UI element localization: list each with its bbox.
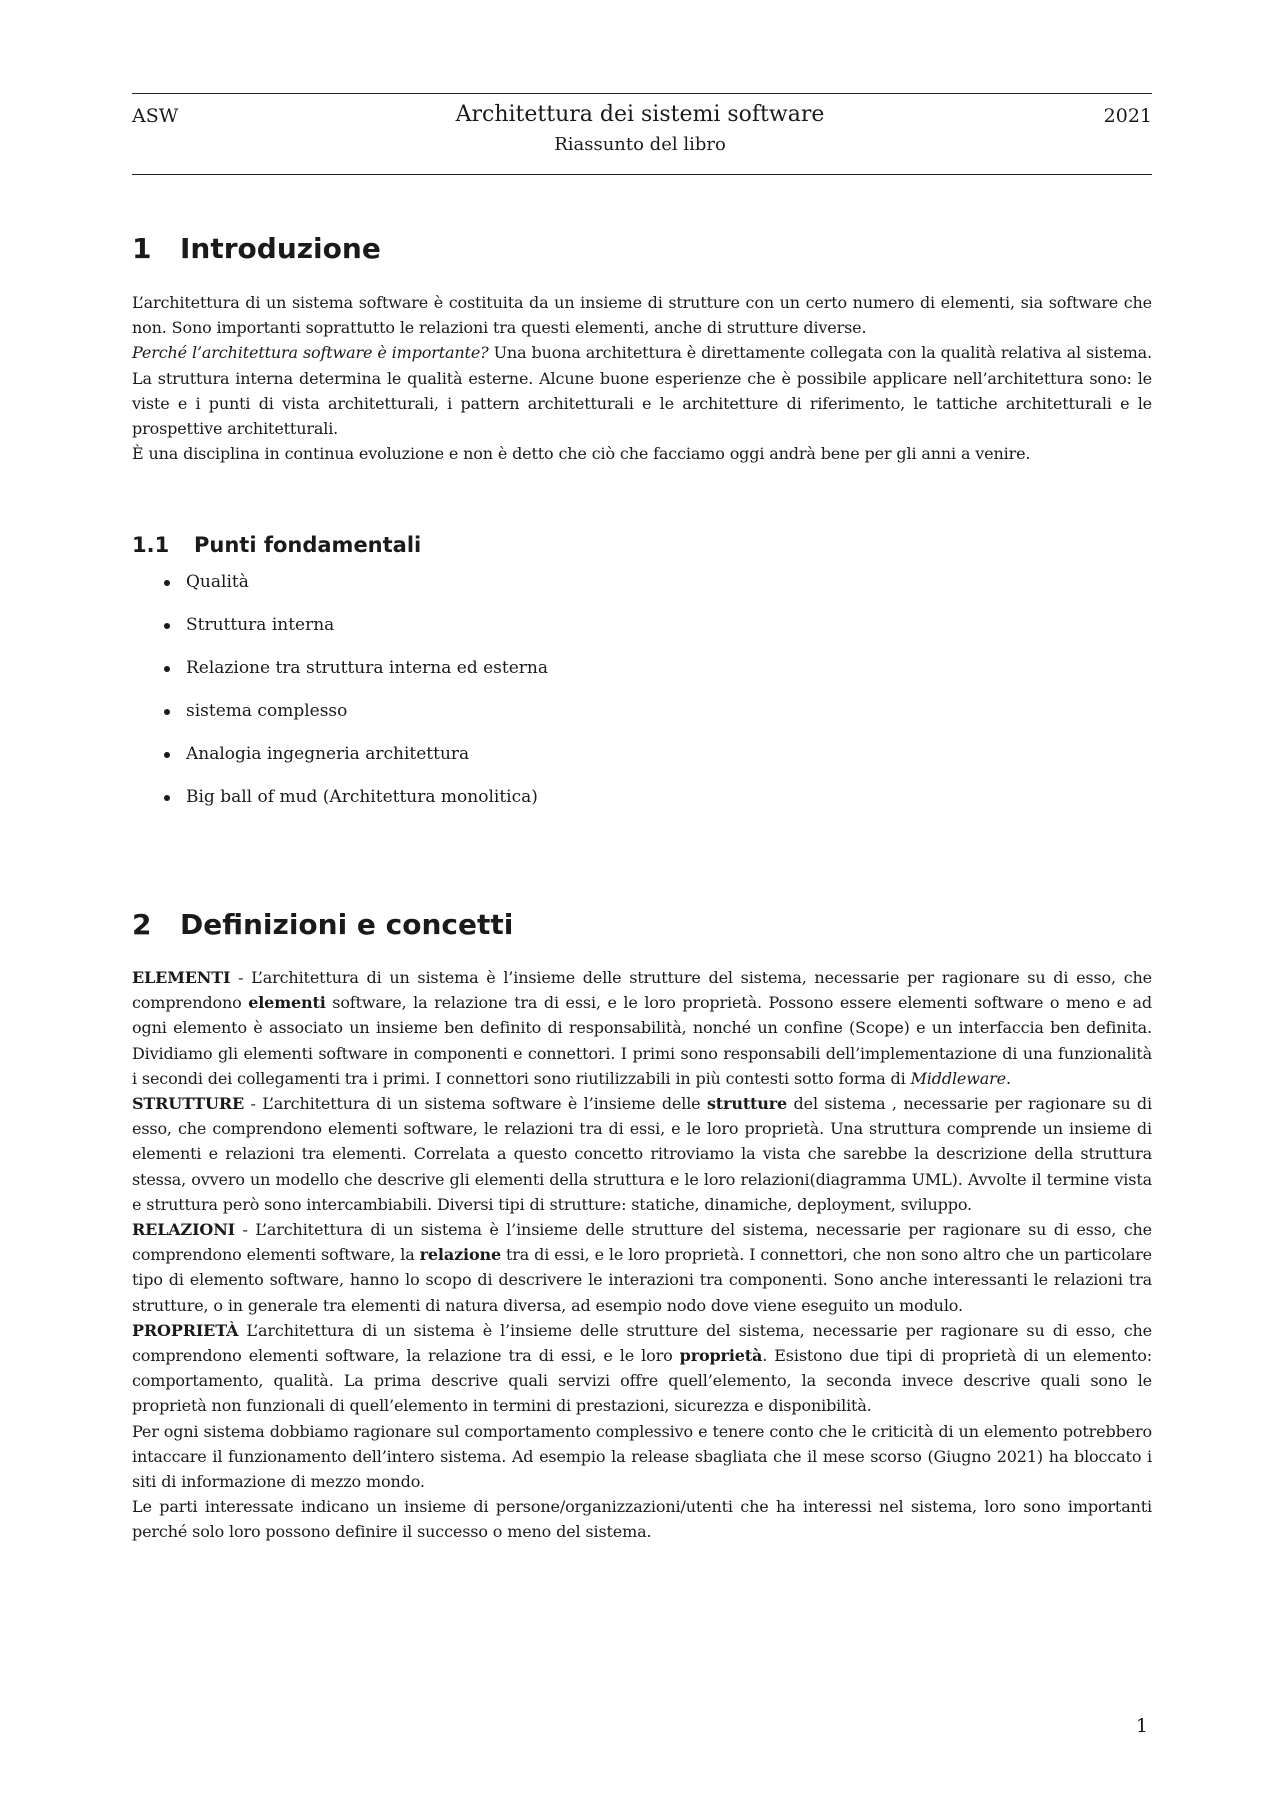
relazioni-text-1: - L’architettura di un sistema è l’insieme delle strutture del sistema, necessarie per ragionare su di esso, che comprendono elementi software, la <box>132 1220 1152 1265</box>
system-paragraph: Per ogni sistema dobbiamo ragionare sul comportamento complessivo e tenere conto che le criticità di un elemento potrebbero intaccare il funzionamento dell’intero sistema. Ad esempio la release sbagliata che il mese scorso (Giugno 2021) ha bloccato i siti di informazione di mezzo mondo. <box>132 1421 1152 1492</box>
proprieta-text-2: . Esistono due tipi di proprietà di un elemento: comportamento, qualità. La prima descrive quali servizi offre quell’elemento, la seconda invece descrive quali sono le proprietà non funzionali di quell’elemento in termini di prestazioni, sicurezza e disponibilità. <box>132 1346 1153 1416</box>
proprieta-emphasis: proprietà <box>679 1346 763 1366</box>
intro-answer: Una buona architettura è direttamente collegata con la qualità relativa al sistema. La struttura interna determina le qualità esterne. Alcune buone esperienze che è possibile applicare nell’architettura sono: le viste e i punti di vista architetturali, i pattern architetturali e le architetture di riferimento, le tattiche architetturali e le prospettive architetturali. <box>132 343 1152 439</box>
intro-evolution-text: È una disciplina in continua evoluzione e non è detto che ciò che facciamo oggi andrà bene per gli anni a venire. <box>132 444 1031 464</box>
term-strutture: STRUTTURE <box>132 1094 245 1114</box>
page-number: 1 <box>1135 1715 1148 1737</box>
relazioni-text-2: tra di essi, e le loro proprietà. I connettori, che non sono altro che un particolare tipo di elemento software, hanno lo scopo di descrivere le interazioni tra componenti. Sono anche interessanti le relazioni tra strutture, o in generale tra elementi di natura diversa, ad esempio nodo dove viene eseguito un modulo. <box>132 1245 1152 1315</box>
elementi-text-1: - L’architettura di un sistema è l’insieme delle strutture del sistema, necessarie per ragionare su di esso, che comprendono <box>132 968 1152 1013</box>
elementi-text-2: software, la relazione tra di essi, e le loro proprietà. Possono essere elementi software o meno e ad ogni elemento è associato un insieme ben definito di responsabilità, nonché un confine (Scope) e un interfaccia ben definita. Dividiamo gli elementi software in componenti e connettori. I primi sono responsabili dell’implementazione di una funzionalità i secondi dei collegamenti tra i primi. I connettori sono riutilizzabili in più contesti sotto forma di <box>132 993 1152 1088</box>
header-bottom-rule <box>132 174 1152 175</box>
elementi-emphasis: elementi <box>248 993 326 1013</box>
elementi-text-3: . <box>1006 1068 1011 1088</box>
list-item: Big ball of mud (Architettura monolitica) <box>160 786 548 829</box>
strutture-emphasis: strutture <box>706 1094 788 1114</box>
header-top-rule <box>132 93 1152 94</box>
section-2-heading <box>132 908 513 941</box>
subsection-1-1-heading <box>132 533 421 557</box>
section-1-body <box>132 290 1152 466</box>
relazioni-emphasis: relazione <box>419 1245 501 1265</box>
intro-question: Perché l’architettura software è importante? <box>132 343 489 363</box>
section-number: 2 <box>132 908 152 941</box>
header-subtitle: Riassunto del libro <box>554 134 726 155</box>
stakeholders-paragraph: Le parti interessate indicano un insieme di persone/organizzazioni/utenti che ha interessi nel sistema, loro sono importanti perché solo loro possono definire il successo o meno del sistema. <box>132 1497 1152 1542</box>
subsection-number: 1.1 <box>132 533 170 557</box>
strutture-text-1: - L’architettura di un sistema software è l’insieme delle <box>244 1094 707 1114</box>
list-item: Qualità <box>160 571 548 614</box>
subsection-title: Punti fondamentali <box>194 533 422 557</box>
section-title: Definizioni e concetti <box>180 908 514 941</box>
definitions-paragraph <box>132 965 1152 1545</box>
list-item: Analogia ingegneria architettura <box>160 743 548 786</box>
list-item: sistema complesso <box>160 700 548 743</box>
section-title: Introduzione <box>180 232 381 265</box>
intro-text: L’architettura di un sistema software è costituita da un insieme di strutture con un certo numero di elementi, sia software che non. Sono importanti soprattutto le relazioni tra questi elementi, anche di strutture diverse. <box>132 293 1152 338</box>
header-year: 2021 <box>1103 105 1152 127</box>
section-1-heading <box>132 232 381 265</box>
intro-paragraph <box>132 290 1152 466</box>
section-number: 1 <box>132 232 152 265</box>
key-points-list <box>160 571 548 829</box>
header-left-label: ASW <box>132 105 179 127</box>
term-relazioni: RELAZIONI <box>132 1220 236 1240</box>
strutture-text-2: del sistema , necessarie per ragionare su di esso, che comprendono elementi software, le relazioni tra di essi, e le loro proprietà. Una struttura comprende un insieme di elementi e relazioni tra elementi. Correlata a questo concetto ritroviamo la vista che sarebbe la descrizione della struttura stessa, ovvero un modello che descrive gli elementi della struttura e le loro relazioni(diagramma UML). Avvolte il termine vista e struttura però sono intercambiabili. Diversi tipi di strutture: statiche, dinamiche, deployment, sviluppo. <box>132 1094 1152 1214</box>
list-item: Struttura interna <box>160 614 548 657</box>
term-elementi: ELEMENTI <box>132 968 231 987</box>
header-title: Architettura dei sistemi software <box>455 102 825 127</box>
section-2-body <box>132 965 1152 1545</box>
term-proprieta: PROPRIETÀ <box>132 1320 239 1340</box>
list-item: Relazione tra struttura interna ed esterna <box>160 657 548 700</box>
middleware-term: Middleware <box>910 1068 1006 1088</box>
proprieta-text-1: L’architettura di un sistema è l’insieme delle strutture del sistema, necessarie per ragionare su di esso, che comprendono elementi software, la relazione tra di essi, e le loro <box>132 1320 1152 1366</box>
